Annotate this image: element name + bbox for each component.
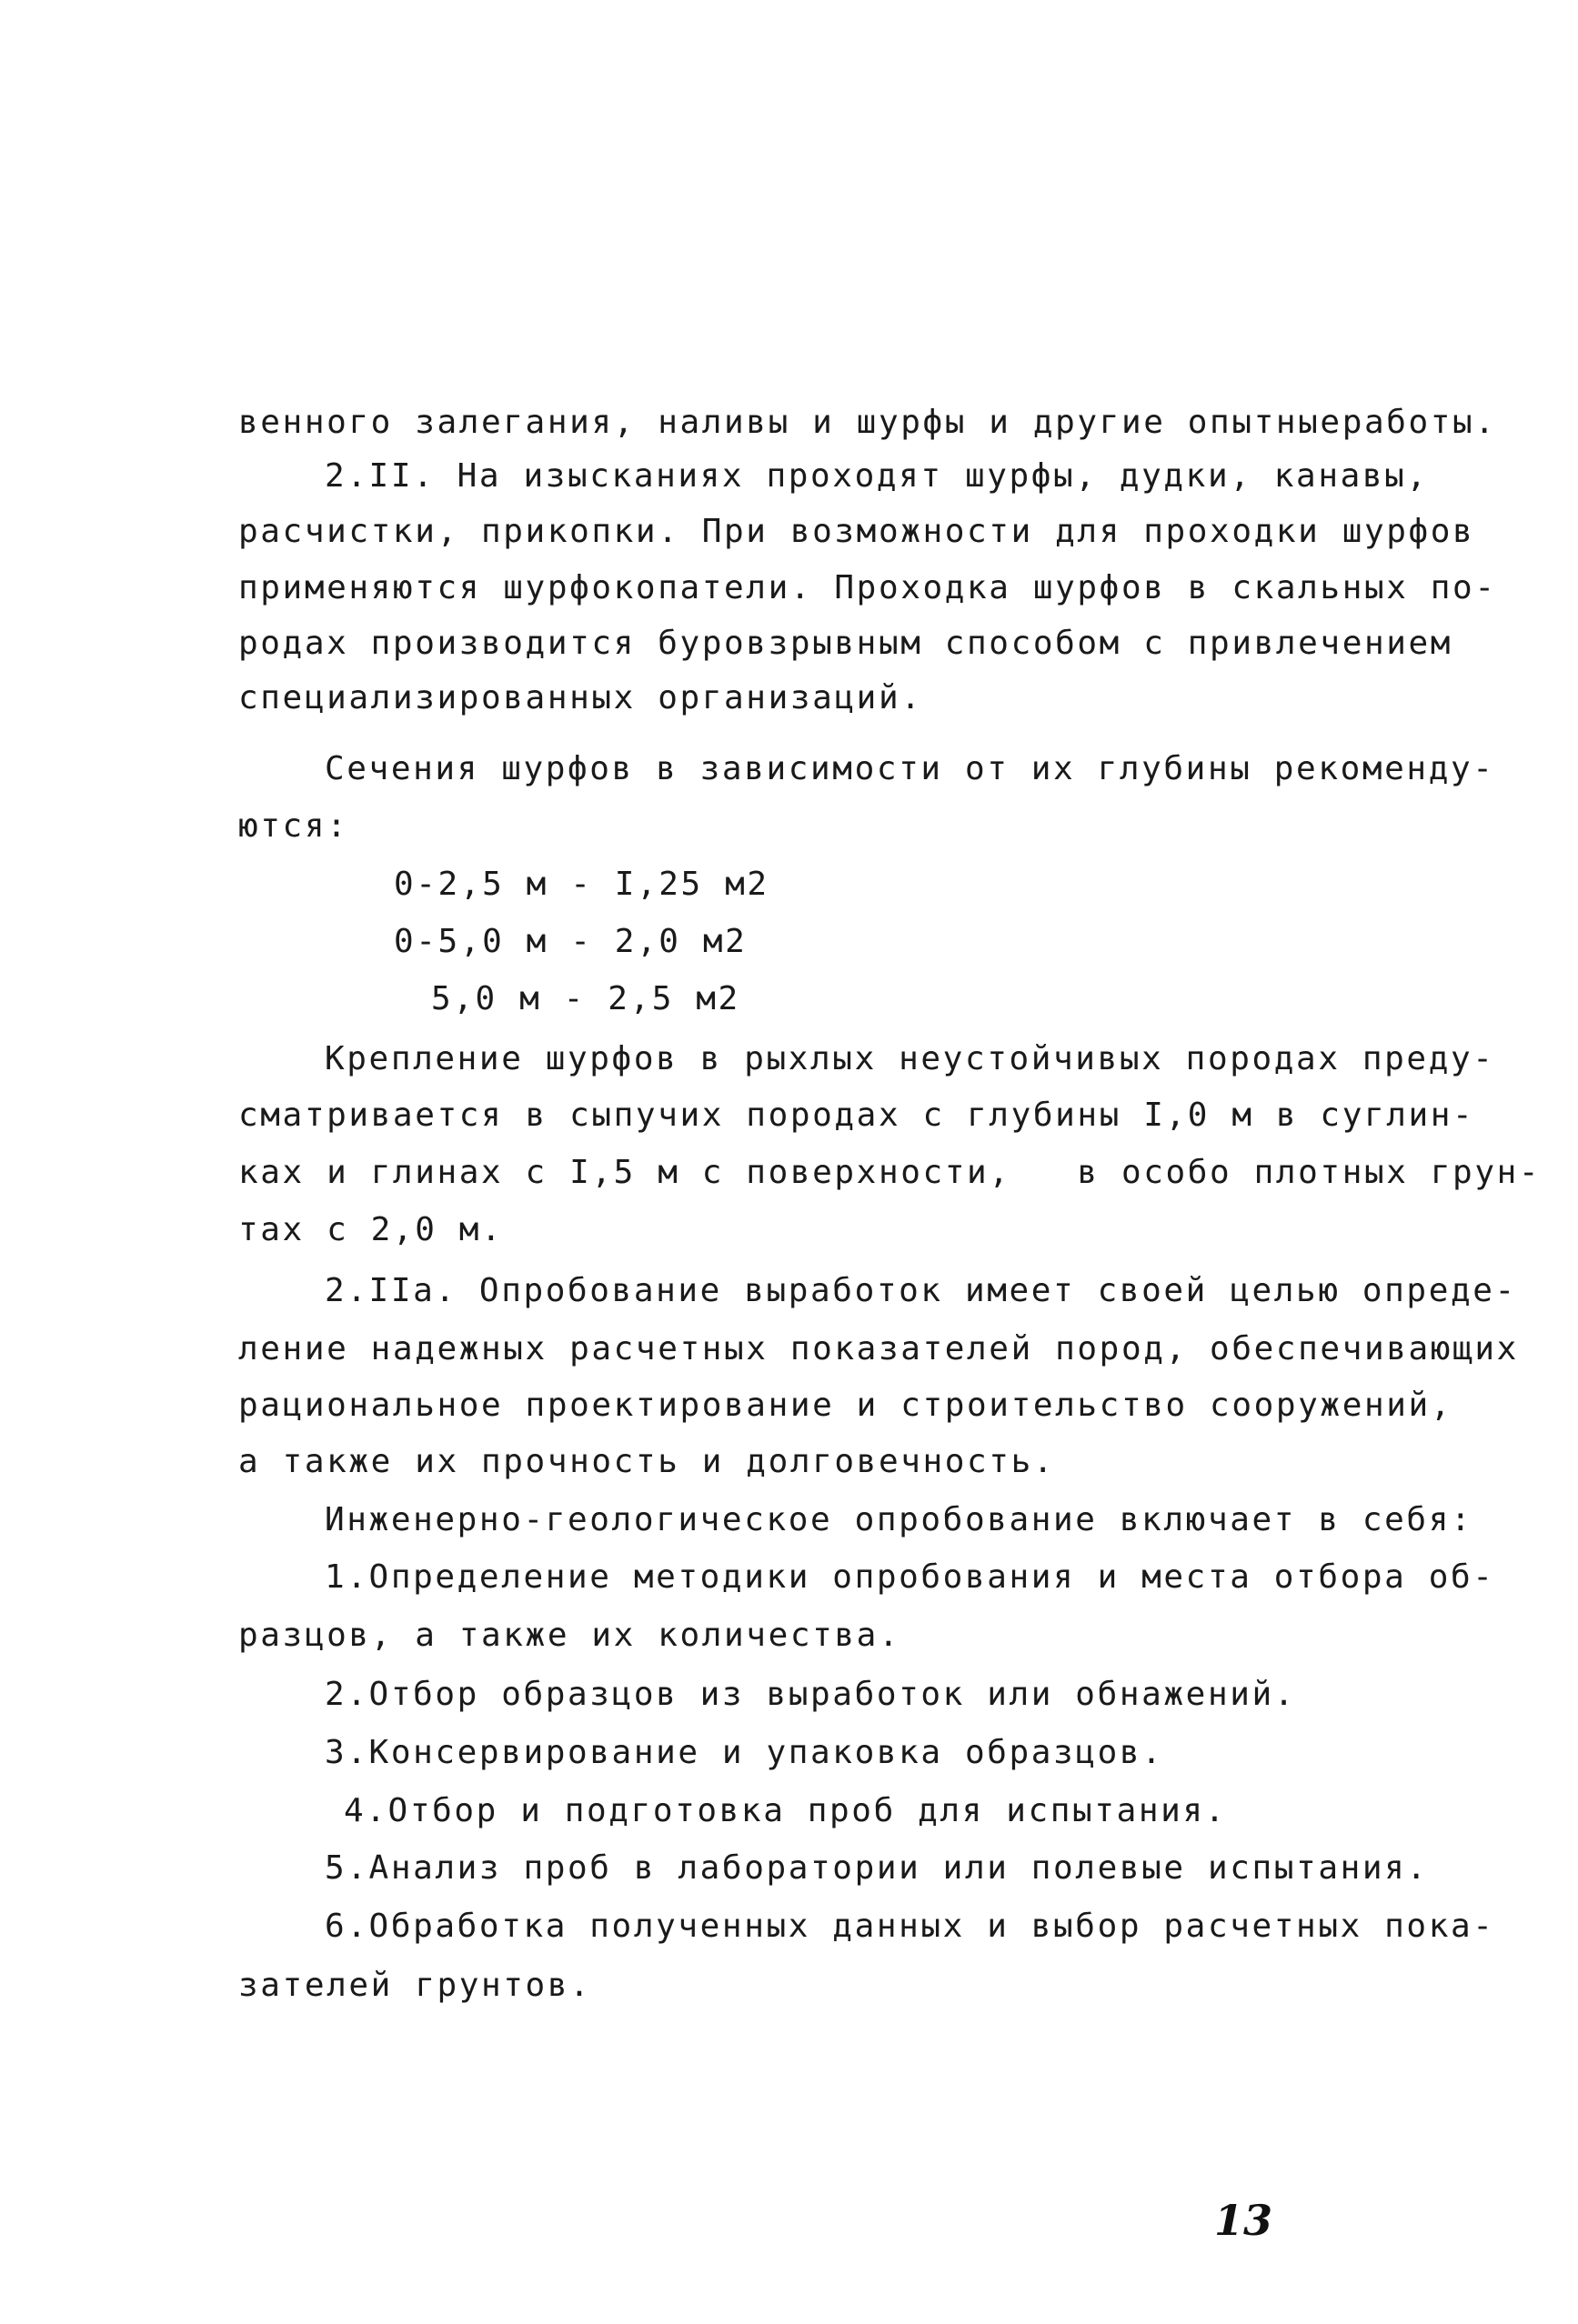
text-line: родах производится буровзрывным способом с привлечением bbox=[238, 625, 1453, 662]
text-line: 0-2,5 м - I,25 м2 bbox=[394, 866, 769, 903]
text-line: 3.Консервирование и упаковка образцов. bbox=[325, 1734, 1164, 1771]
text-line: применяются шурфокопатели. Проходка шурфов в скальных по- bbox=[238, 569, 1497, 606]
text-line: Сечения шурфов в зависимости от их глубины рекоменду- bbox=[325, 750, 1495, 787]
text-line: 1.Определение методики опробования и места отбора об- bbox=[325, 1558, 1495, 1596]
text-line: 4.Отбор и подготовка проб для испытания. bbox=[344, 1792, 1227, 1829]
text-line: 5,0 м - 2,5 м2 bbox=[431, 980, 740, 1017]
text-line: ются: bbox=[238, 807, 349, 845]
text-line: ление надежных расчетных показателей пород, обеспечивающих bbox=[238, 1330, 1519, 1367]
text-line: расчистки, прикопки. При возможности для проходки шурфов bbox=[238, 513, 1475, 550]
text-line: сматривается в сыпучих породах с глубины I,0 м в суглин- bbox=[238, 1097, 1475, 1134]
text-line: 2.IIа. Опробование выработок имеет своей целью опреде- bbox=[325, 1272, 1517, 1309]
text-line: специализированных организаций. bbox=[238, 679, 923, 716]
text-line: разцов, а также их количества. bbox=[238, 1617, 901, 1654]
text-line: рациональное проектирование и строительство сооружений, bbox=[238, 1387, 1453, 1424]
text-line: ках и глинах с I,5 м с поверхности, в особо плотных грун- bbox=[238, 1154, 1542, 1191]
text-line: тах с 2,0 м. bbox=[238, 1211, 504, 1248]
text-line: 0-5,0 м - 2,0 м2 bbox=[394, 923, 748, 960]
text-line: Инженерно-геологическое опробование включает в себя: bbox=[325, 1501, 1473, 1538]
text-line: а также их прочность и долговечность. bbox=[238, 1443, 1056, 1480]
text-line: 5.Анализ проб в лаборатории или полевые испытания. bbox=[325, 1849, 1429, 1887]
text-line: венного залегания, наливы и шурфы и другие опытныеработы. bbox=[238, 404, 1497, 441]
text-line: 2.II. На изысканиях проходят шурфы, дудки, канавы, bbox=[325, 457, 1429, 495]
text-line: 2.Отбор образцов из выработок или обнажений. bbox=[325, 1676, 1297, 1713]
page-number: 13 bbox=[1214, 2196, 1273, 2245]
text-line: 6.Обработка полученных данных и выбор расчетных пока- bbox=[325, 1908, 1495, 1945]
text-line: Крепление шурфов в рыхлых неустойчивых породах преду- bbox=[325, 1040, 1495, 1077]
text-line: зателей грунтов. bbox=[238, 1967, 592, 2004]
